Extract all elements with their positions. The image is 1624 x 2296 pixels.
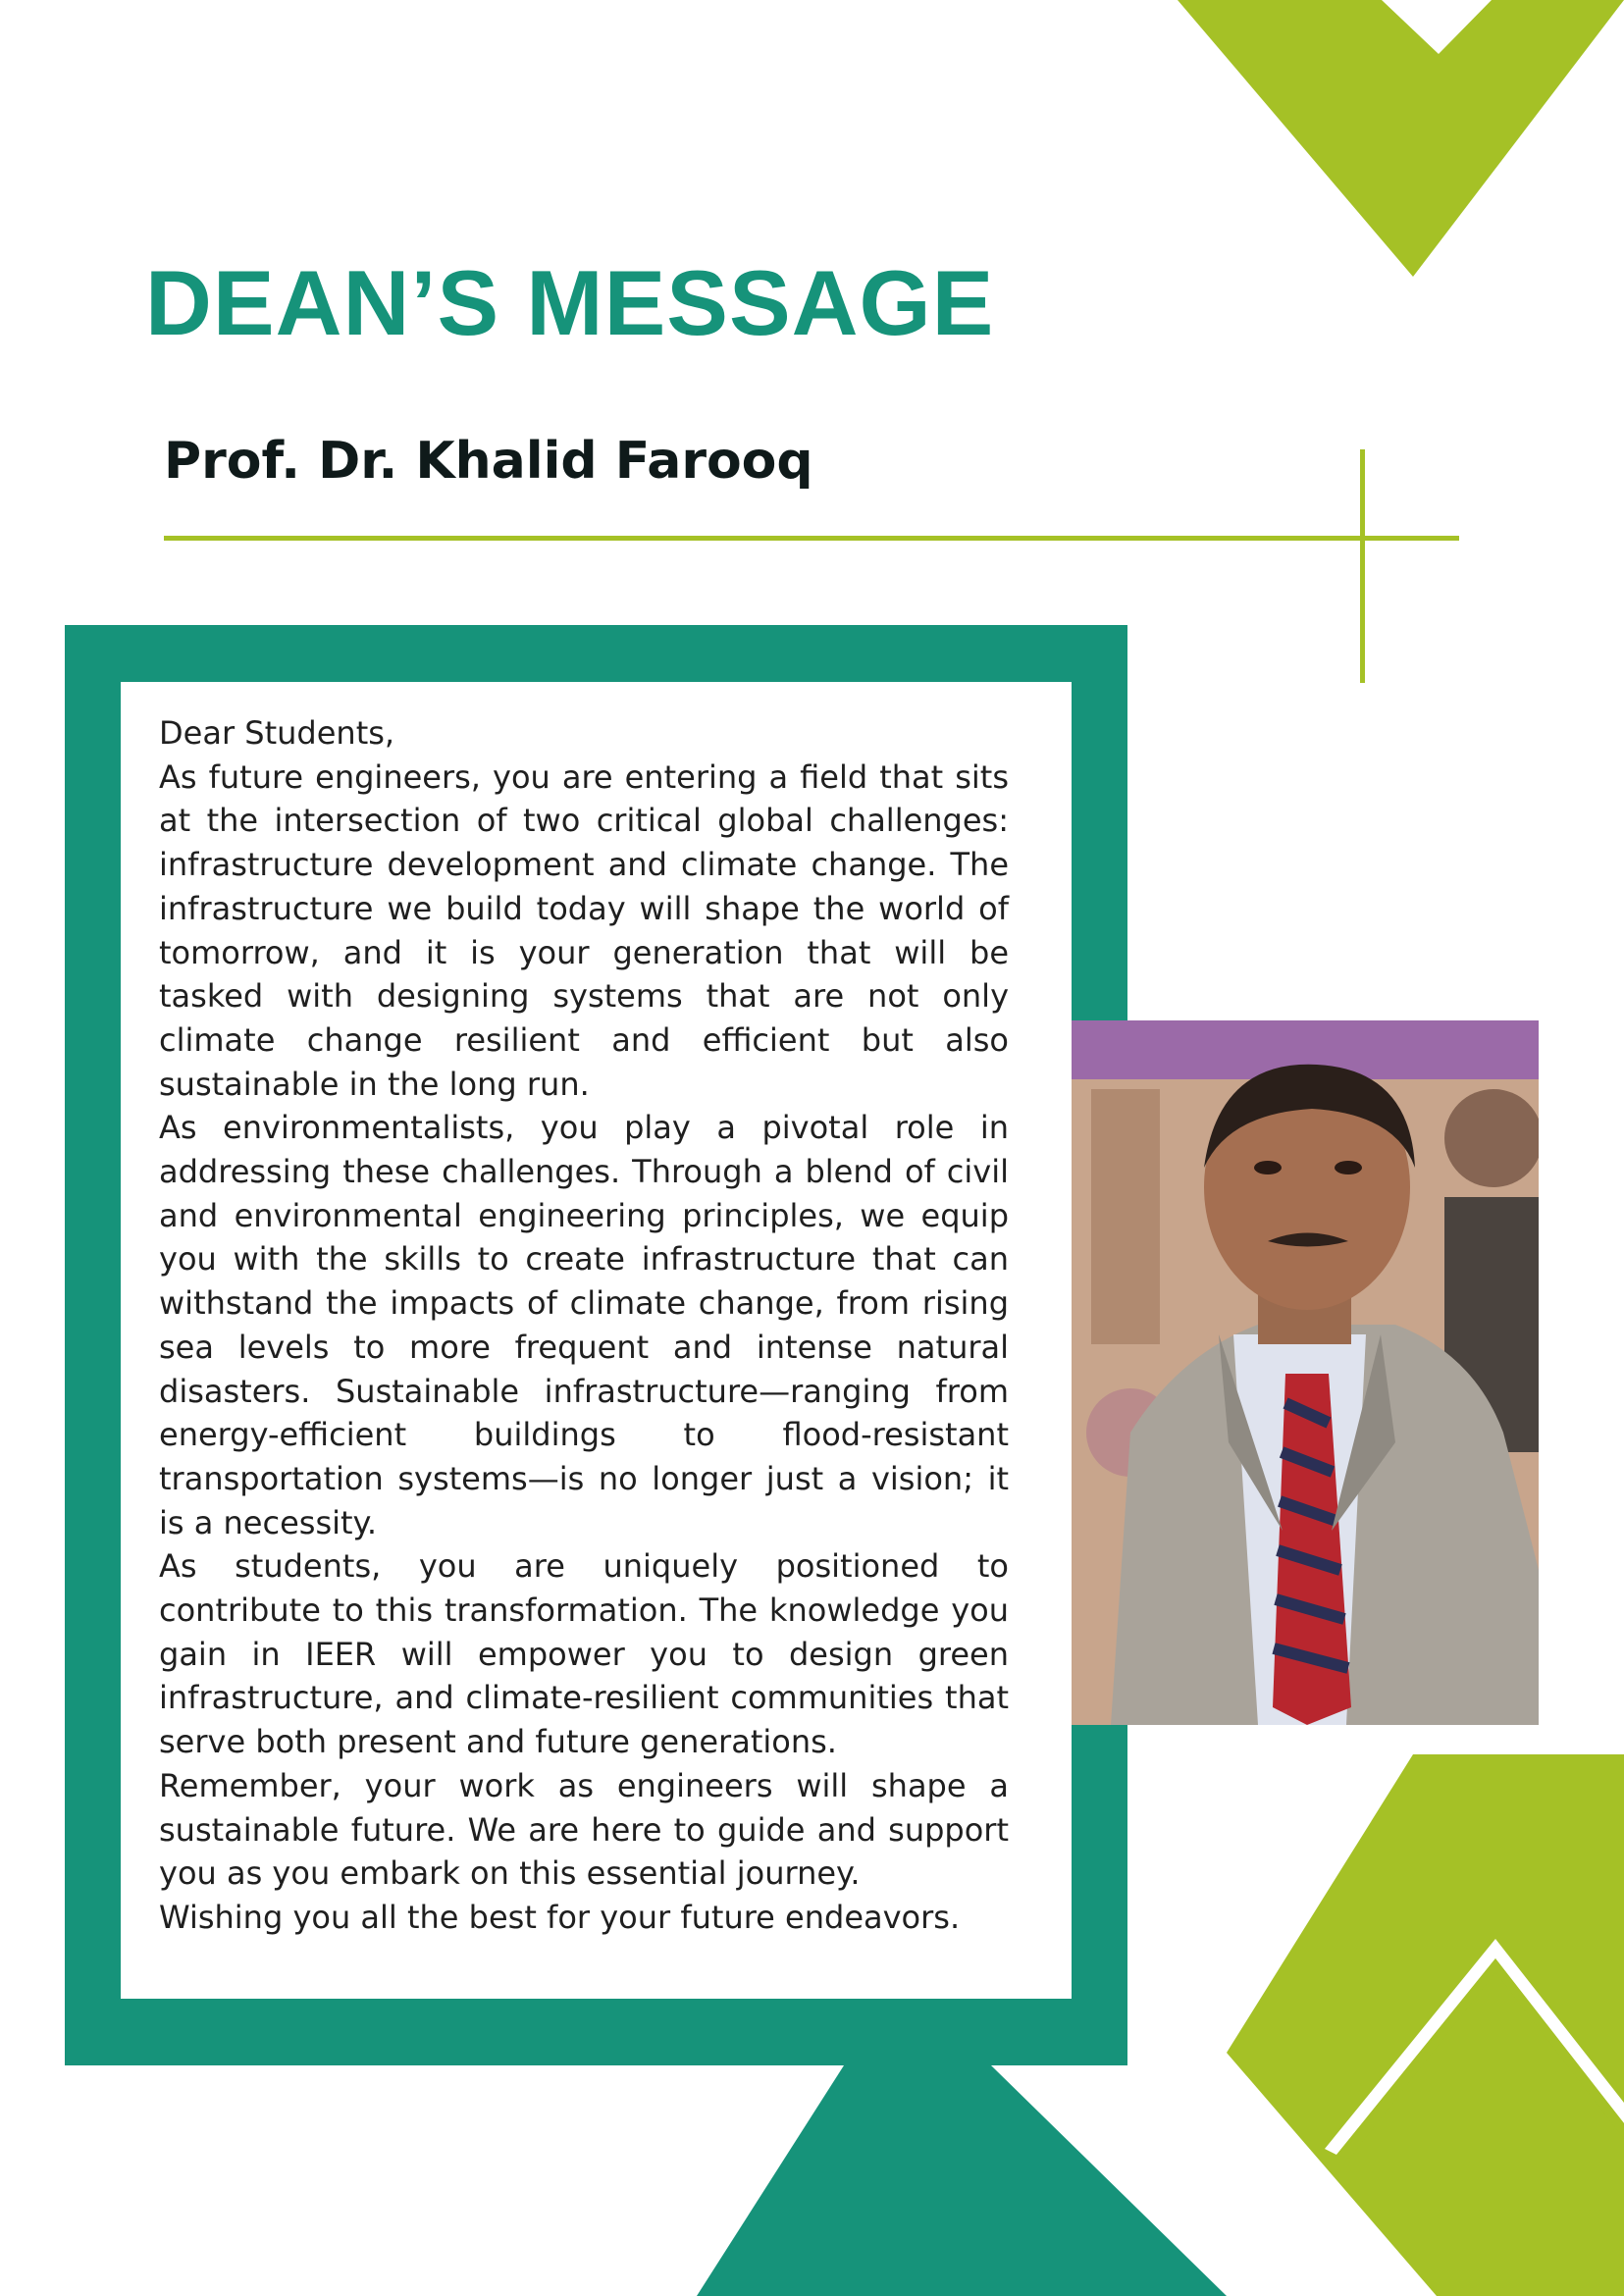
letter-closing: Wishing you all the best for your future endeavors. bbox=[159, 1898, 961, 1936]
dean-portrait-photo bbox=[1072, 1020, 1539, 1725]
top-right-chevron bbox=[1178, 0, 1624, 277]
vertical-rule bbox=[1360, 449, 1365, 683]
letter-body bbox=[159, 711, 1009, 1940]
letter-paragraph-2: As environmentalists, you play a pivotal role in addressing these challenges. Through a blend of civil and environmental engineering principles, we equip you with the skills to create infrastructure that can withstand the impacts of climate change, from rising sea levels to more frequent and intense natural disasters. Sustainable infrastructure—ranging from energy-efficient buildings to flood-resistant transportation systems—is no longer just a vision; it is a necessity. bbox=[159, 1109, 1009, 1541]
letter-paragraph-1: As future engineers, you are entering a field that sits at the intersection of two critical global challenges: infrastructure development and climate change. The infrastructure we build today will shape the world of tomorrow, and it is your generation that will be tasked with designing systems that are not only climate change resilient and efficient but also sustainable in the long run. bbox=[159, 757, 1009, 1103]
dean-name: Prof. Dr. Khalid Farooq bbox=[164, 432, 813, 491]
horizontal-rule bbox=[164, 536, 1459, 541]
letter-paragraph-3: As students, you are uniquely positioned to contribute to this transformation. The knowledge you gain in IEER will empower you to design green infrastructure, and climate-resilient communities that serve both present and future generations. bbox=[159, 1547, 1009, 1761]
letter-paragraph-4: Remember, your work as engineers will shape a sustainable future. We are here to guide and support you as you embark on this essential journey. bbox=[159, 1766, 1009, 1893]
bottom-teal-triangle bbox=[697, 2065, 1227, 2296]
letter-greeting: Dear Students, bbox=[159, 714, 395, 752]
page-title: DEAN’S MESSAGE bbox=[145, 251, 995, 354]
